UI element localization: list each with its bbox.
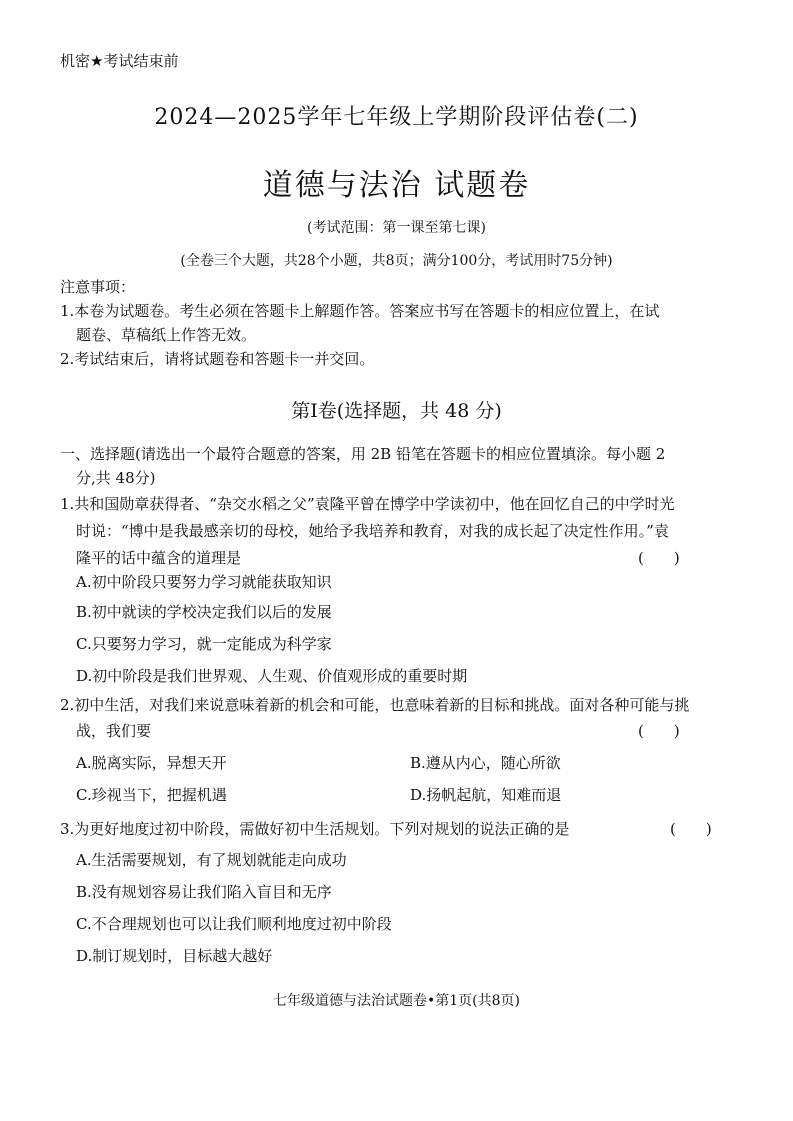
q1-stem-line-1: 1.共和国勋章获得者、“杂交水稻之父”袁隆平曾在博学中学读初中，他在回忆自己的中学时光 [60,495,675,513]
section-instruction-line-2: 分,共 48分) [76,469,156,487]
page-footer: 七年级道德与法治试题卷•第1页(共8页) [273,993,520,1009]
q2-stem-line-2: 战，我们要 [76,722,152,740]
section-title: 第Ⅰ卷(选择题，共 48 分) [291,400,502,422]
note-1-line-2: 题卷、草稿纸上作答无效。 [76,326,257,344]
exam-range: (考试范围：第一课至第七课) [307,220,486,236]
q1-stem-line-2: 时说：“博中是我最感亲切的母校，她给予我培养和教育，对我的成长起了决定性作用。”袁 [76,522,669,540]
q1-option-c: C.只要努力学习，就一定能成为科学家 [76,635,332,653]
q2-option-a: A.脱离实际，异想天开 [76,754,227,772]
q2-stem-line-1: 2.初中生活，对我们来说意味着新的机会和可能，也意味着新的目标和挑战。面对各种可能与挑 [60,696,690,714]
q1-answer-paren: ( ) [638,549,680,567]
note-1-line-1: 1.本卷为试题卷。考生必须在答题卡上解题作答。答案应书写在答题卡的相应位置上，在试 [60,302,660,320]
note-2: 2.考试结束后，请将试题卷和答题卡一并交回。 [60,350,375,368]
q3-option-a: A.生活需要规划，有了规划就能走向成功 [76,851,347,869]
section-instruction-line-1: 一、选择题(请选出一个最符合题意的答案，用 2B 铅笔在答题卡的相应位置填涂。每小题 2 [60,445,666,463]
q3-answer-paren: ( ) [670,820,712,838]
q1-option-d: D.初中阶段是我们世界观、人生观、价值观形成的重要时期 [76,667,468,685]
q2-option-b: B.遵从内心，随心所欲 [410,754,561,772]
q1-option-a: A.初中阶段只要努力学习就能获取知识 [76,573,332,591]
q1-stem-line-3: 隆平的话中蕴含的道理是 [76,549,242,567]
exam-total-info: (全卷三个大题，共28个小题，共8页；满分100分，考试用时75分钟) [180,253,613,269]
q3-option-d: D.制订规划时，目标越大越好 [76,947,273,965]
q3-option-b: B.没有规划容易让我们陷入盲目和无序 [76,883,332,901]
q3-stem-line-1: 3.为更好地度过初中阶段，需做好初中生活规划。下列对规划的说法正确的是 [60,820,570,838]
exam-title: 2024—2025学年七年级上学期阶段评估卷(二) [154,105,639,130]
confidential-mark: 机密★考试结束前 [60,52,179,70]
q2-answer-paren: ( ) [638,722,680,740]
notes-heading: 注意事项： [60,278,136,296]
q1-option-b: B.初中就读的学校决定我们以后的发展 [76,603,332,621]
subject-title: 道德与法治 试题卷 [262,168,531,203]
q2-option-c: C.珍视当下，把握机遇 [76,786,227,804]
q2-option-d: D.扬帆起航，知难而退 [410,786,562,804]
q3-option-c: C.不合理规划也可以让我们顺利地度过初中阶段 [76,915,392,933]
